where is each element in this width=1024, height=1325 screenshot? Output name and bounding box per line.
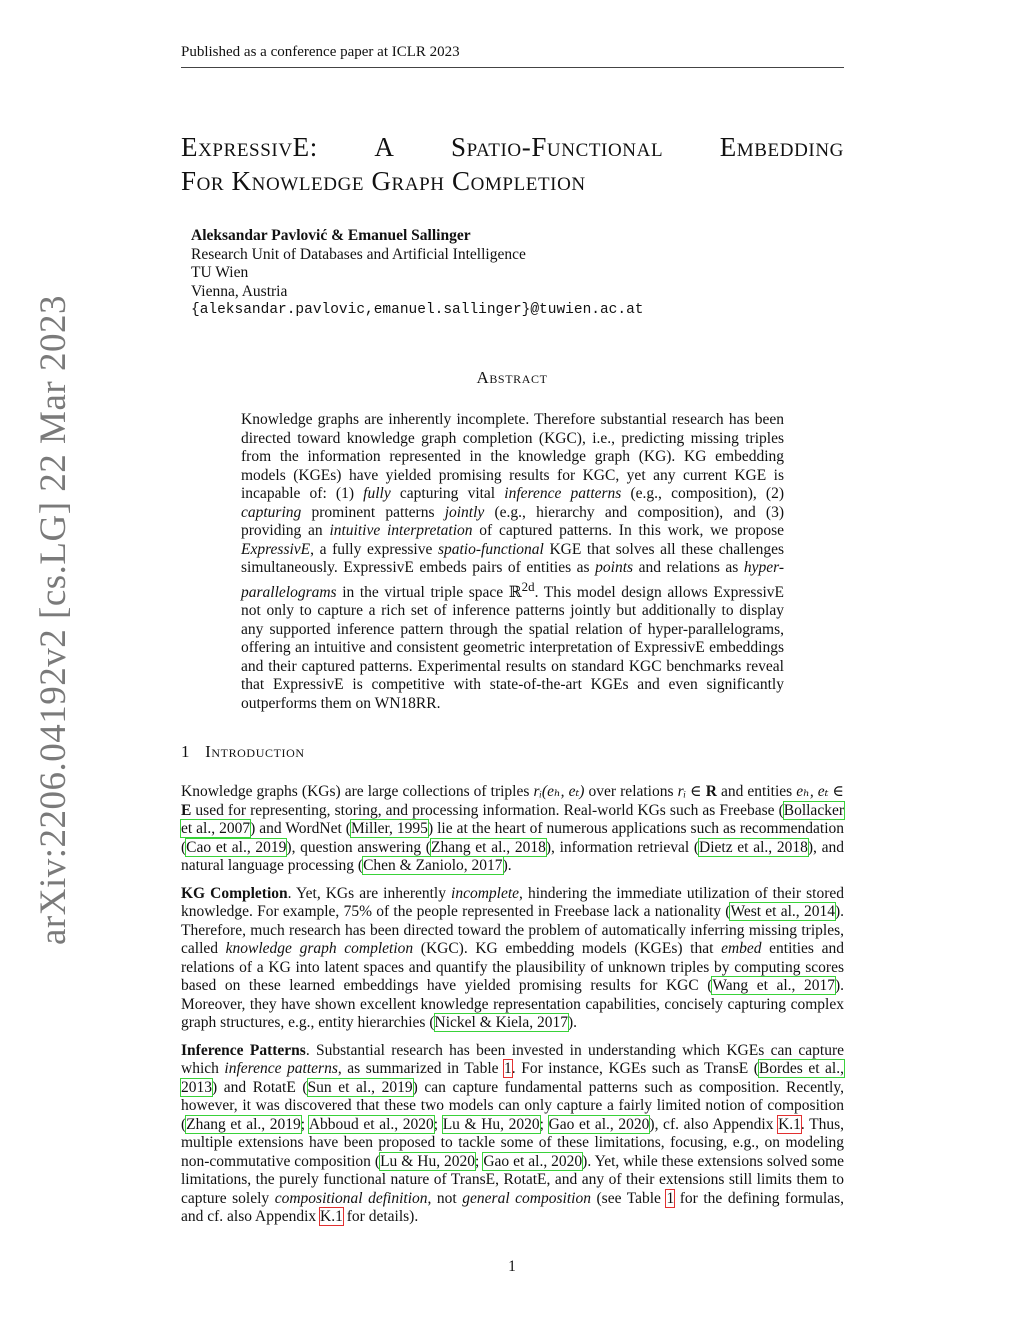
table-reference-link[interactable]: 1 [504,1060,512,1077]
title-word: ExpressivE: [181,132,318,162]
title-word: Embedding [719,132,844,162]
author-names: Aleksandar Pavlović & Emanuel Sallinger [191,227,471,244]
citation-link[interactable]: Sun et al., 2019 [307,1078,413,1096]
citation-link[interactable]: Zhang et al., 2019 [186,1115,301,1133]
citation-link[interactable]: Cao et al., 2019 [186,838,287,856]
paragraph: KG Completion. Yet, KGs are inherently incomplete, hindering the immediate utilization of their stored knowledge. For example, 75% of the people represented in Freebase lack a nationality (West et al., 2014). Therefore, much research has been directed toward the problem of automatically inferring missing triples, called knowledge graph completion (KGC). KG embedding models (KGEs) that embed entities and relations of a KG into latent spaces and quantify the plausibility of unknown triples by computing scores based on these learned embeddings have yielded promising results for KGC (Wang et al., 2017). Moreover, they have shown excellent knowledge representation capabilities, concisely capturing complex graph structures, e.g., entity hierarchies (Nickel & Kiela, 2017). [181,884,845,1031]
table-reference-link[interactable]: 1 [666,1189,675,1207]
paragraph: Knowledge graphs (KGs) are large collections of triples rᵢ(eₕ, eₜ) over relations rᵢ ∈ R and entities eₕ, eₜ ∈ E used for representing, storing, and processing information. Real-world KGs such as Freebase (Bollacker et al., 2007) and WordNet (Miller, 1995) lie at the heart of numerous applications such as recommendation (Cao et al., 2019), question answering (Zhang et al., 2018), information retrieval (Dietz et al., 2018), and natural language processing (Chen & Zaniolo, 2017). [181,783,845,874]
affiliation: Research Unit of Databases and Artificial Intelligence [191,245,526,263]
citation-link[interactable]: Bollacker et al., 2007 [181,801,844,837]
body-text [181,783,844,1236]
arxiv-identifier: arXiv:2206.04192v2 [cs.LG] 22 Mar 2023 [33,295,74,945]
location: Vienna, Austria [191,282,288,300]
citation-link[interactable]: Chen & Zaniolo, 2017 [363,857,503,874]
citation-link[interactable]: Zhang et al., 2018 [430,838,546,856]
abstract-text: Knowledge graphs are inherently incomplete. Therefore substantial research has been directed toward knowledge graph completion (KGC), i.e., predicting missing triples from the information represented in the knowledge graph (KG). KG embedding models (KGEs) have yielded promising results for KGC, yet any current KGE is incapable of: (1) fully capturing vital inference patterns (e.g., composition), (2) capturing prominent patterns jointly (e.g., hierarchy and composition), and (3) providing an intuitive interpretation of captured patterns. In this work, we propose ExpressivE, a fully expressive spatio-functional KGE that solves all these challenges simultaneously. ExpressivE embeds pairs of entities as points and relations as hyper-parallelograms in the virtual triple space ℝ$^{2d}$. This model design allows ExpressivE not only to capture a rich set of inference patterns jointly but additionally to display any supported inference pattern through the spatial relation of hyper-parallelograms, offering an intuitive and consistent geometric interpretation of ExpressivE embeddings and their captured patterns. Experimental results on standard KGC benchmarks reveal that ExpressivE is competitive with state-of-the-art KGEs and even significantly outperforms them on WN18RR. [241,411,785,712]
title-word: A [374,132,395,162]
appendix-reference-link[interactable]: K.1 [778,1115,801,1133]
section-title: Introduction [205,742,305,761]
citation-link[interactable]: Wang et al., 2017 [712,977,835,994]
abstract-heading: Abstract [476,368,548,387]
math-symbol: ℝ [508,583,522,601]
section-number: 1 [181,742,191,761]
author-block [191,227,643,320]
citation-link[interactable]: Nickel & Kiela, 2017 [434,1014,568,1031]
citation-link[interactable]: Dietz et al., 2018 [699,838,808,856]
citation-link[interactable]: Lu & Hu, 2020 [380,1152,476,1170]
paragraph: Inference Patterns. Substantial research has been invested in understanding which KGEs can capture which inference patterns, as summarized in Table 1. For instance, KGEs such as TransE (Bordes et al., 2013) and RotatE (Sun et al., 2019) can capture fundamental patterns such as composition. Recently, however, it was discovered that these two models can only capture a fairly limited notion of composition (Zhang et al., 2019; Abboud et al., 2020; Lu & Hu, 2020; Gao et al., 2020), cf. also Appendix K.1. Thus, multiple extensions have been proposed to tackle some of these limitations, focusing, e.g., on modeling non-commutative composition (Lu & Hu, 2020; Gao et al., 2020). Yet, while these extensions solved some limitations, the purely functional nature of TransE, RotatE, and any of their extensions still limits them to capture solely compositional definition, not general composition (see Table 1 for the defining formulas, and cf. also Appendix K.1 for details). [181,1041,845,1225]
author-email: {aleksandar.pavlovic,emanuel.sallinger}@tuwien.ac.at [191,302,644,318]
citation-link[interactable]: Gao et al., 2020 [548,1115,650,1133]
section-heading [181,742,305,762]
citation-link[interactable]: Abboud et al., 2020 [308,1115,434,1133]
title-word: Spatio-Functional [451,132,664,162]
citation-link[interactable]: Lu & Hu, 2020 [442,1115,540,1133]
citation-link[interactable]: West et al., 2014 [730,903,835,920]
citation-link[interactable]: Gao et al., 2020 [483,1152,583,1170]
title-line-2: For Knowledge Graph Completion [181,166,586,196]
citation-link[interactable]: Bordes et al., 2013 [181,1060,844,1096]
paragraph-lead: Inference Patterns [181,1041,306,1059]
page-number: 1 [508,1258,516,1275]
paper-title [181,130,844,198]
citation-link[interactable]: Miller, 1995 [350,820,428,837]
running-header: Published as a conference paper at ICLR 2023 [181,44,844,68]
institution: TU Wien [191,264,249,281]
paragraph-lead: KG Completion [181,884,288,902]
appendix-reference-link[interactable]: K.1 [320,1208,343,1225]
